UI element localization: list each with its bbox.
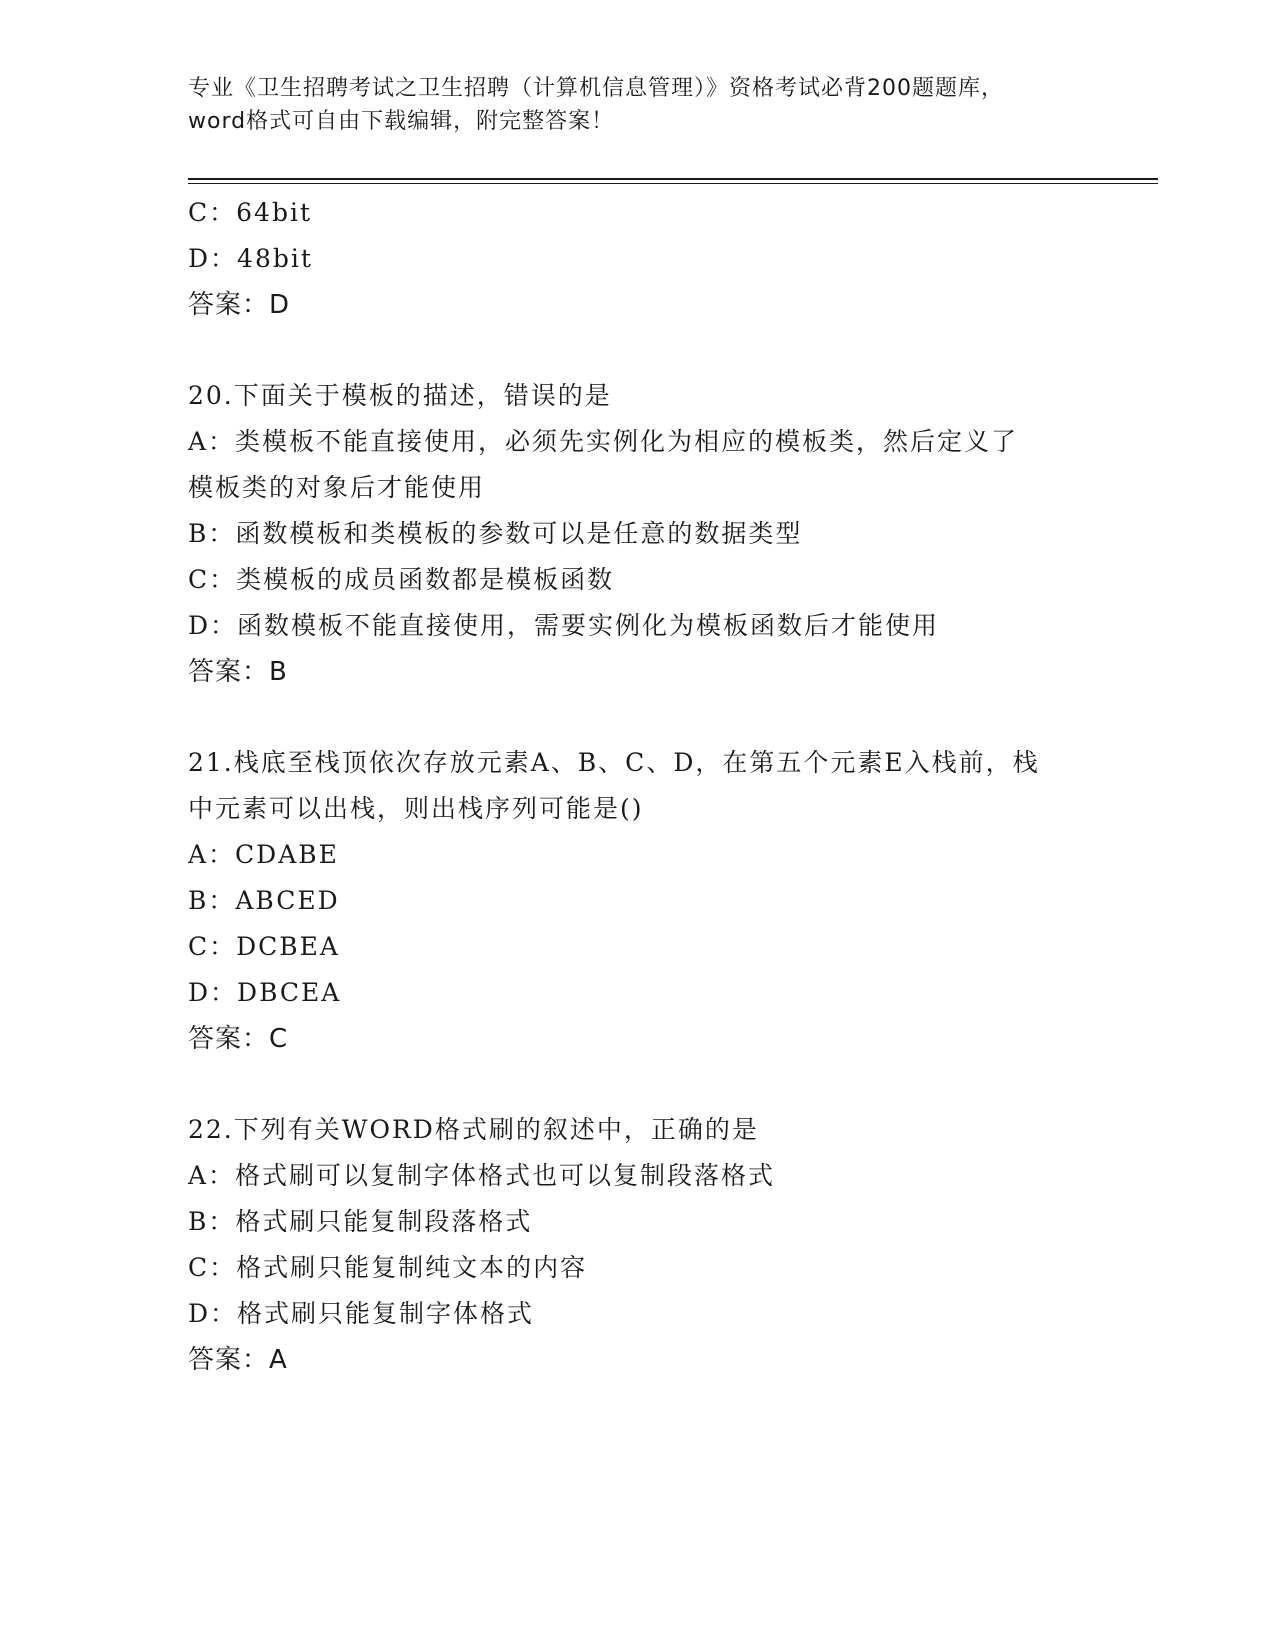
option-d: D：DBCEA: [188, 978, 342, 1007]
option-c: C：格式刷只能复制纯文本的内容: [188, 1253, 588, 1282]
question-stem: 20.下面关于模板的描述，错误的是: [188, 381, 612, 410]
question-20: [188, 373, 1088, 695]
option-d: D：函数模板不能直接使用，需要实例化为模板函数后才能使用: [188, 611, 940, 640]
answer-label: 答案：A: [188, 1345, 288, 1375]
question-19-partial: [188, 190, 1088, 328]
spacer: [188, 695, 1088, 740]
question-stem-continued: 中元素可以出栈，则出栈序列可能是(): [188, 794, 644, 823]
question-list: [188, 190, 1088, 1383]
question-22: [188, 1107, 1088, 1383]
option-b: B：函数模板和类模板的参数可以是任意的数据类型: [188, 519, 803, 548]
header-title-line-1: 专业《卫生招聘考试之卫生招聘（计算机信息管理）》资格考试必背200题题库，: [188, 76, 1004, 101]
option-b: B：ABCED: [188, 886, 340, 915]
option-a: A：格式刷可以复制字体格式也可以复制段落格式: [188, 1161, 776, 1190]
answer-label: 答案：B: [188, 657, 288, 687]
option-c: C：DCBEA: [188, 932, 340, 961]
option-c: C：64bit: [188, 198, 312, 227]
document-header: [188, 72, 1088, 138]
spacer: [188, 1062, 1088, 1107]
option-d: D：格式刷只能复制字体格式: [188, 1299, 535, 1328]
answer-label: 答案：D: [188, 290, 291, 320]
option-c: C：类模板的成员函数都是模板函数: [188, 565, 615, 594]
header-title-line-2: word格式可自由下载编辑，附完整答案！: [188, 109, 615, 134]
question-stem: 21.栈底至栈顶依次存放元素A、B、C、D，在第五个元素E入栈前，栈: [188, 748, 1040, 777]
answer-label: 答案：C: [188, 1024, 289, 1054]
spacer: [188, 328, 1088, 373]
question-21: [188, 740, 1088, 1062]
header-divider-thin: [188, 183, 1158, 184]
option-a-continued: 模板类的对象后才能使用: [188, 473, 486, 502]
option-a: A：类模板不能直接使用，必须先实例化为相应的模板类，然后定义了: [188, 427, 1019, 456]
question-stem: 22.下列有关WORD格式刷的叙述中，正确的是: [188, 1115, 759, 1144]
option-d: D：48bit: [188, 244, 313, 273]
option-a: A：CDABE: [188, 840, 339, 869]
option-b: B：格式刷只能复制段落格式: [188, 1207, 533, 1236]
header-divider-thick: [188, 178, 1158, 180]
